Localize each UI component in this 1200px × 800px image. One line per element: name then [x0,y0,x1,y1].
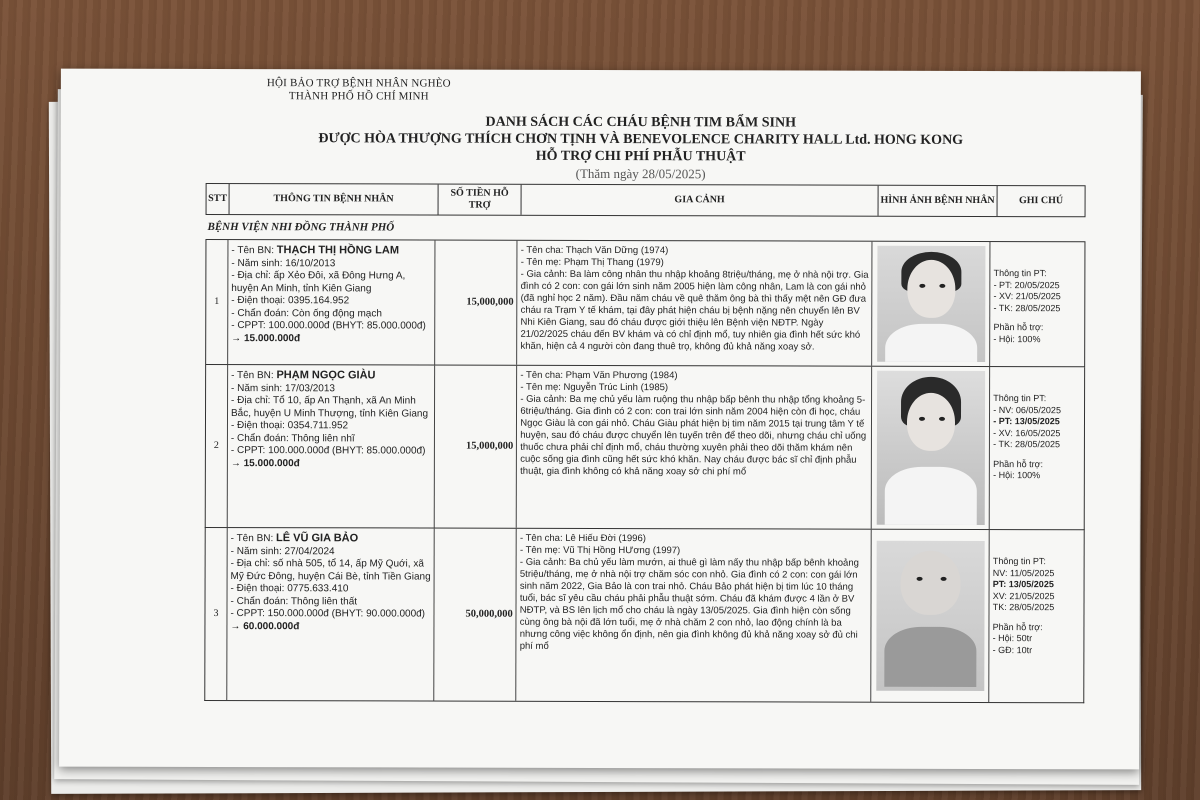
support-amount: 15,000,000 [436,241,518,365]
family-situation: - Gia cảnh: Ba chủ yếu làm mướn, ai thuê gì làm nấy thu nhập bấp bênh khoảng 5triệu/tháng, mẹ ở nhà nội trợ chăm sóc con nhỏ. Gia đình có 2 con: con gái lớn sinh năm 2022, Gia Bảo là con trai nhỏ. Cháu Bảo phát hiện bị tim lúc 10 tháng tuổi, bác sĩ yêu cầu cháu phải phẫu thuật sớm. Cháu đã khám được 4 lần ở BV NĐTP, và BS lên lịch mổ cho cháu là ngày 13/05/2025. Gia đình hiện còn sống cùng ông bà nội đã lớn tuổi, mẹ ở nhà chăm 2 con nhỏ, lao động chính là ba nhưng công việc không ổn định, nên gia đình không đủ khả năng xoay sở đủ chi phí mổ [519,556,859,652]
header-info: THÔNG TIN BỆNH NHÂN [230,184,439,215]
title-line-2: ĐƯỢC HÒA THƯỢNG THÍCH CHƠN TỊNH VÀ BENEVOLENCE CHARITY HALL Ltd. HONG KONG [318,131,964,148]
patient-info [227,528,435,701]
row-stt: 3 [205,528,227,700]
patient-cost-support: 15.000.000đ [240,457,300,469]
patient-photo [877,246,985,362]
header-photo: HÌNH ẢNH BỆNH NHÂN [879,186,998,216]
mother-name: - Tên mẹ: Phạm Thị Thang (1979) [520,256,664,269]
patient-address: - Địa chỉ: Tổ 10, ấp An Thạnh, xã An Minh Bắc, huyện U Minh Thượng, tỉnh Kiên Giang [230,395,429,420]
patient-address: - Địa chỉ: số nhà 505, tổ 14, ấp Mỹ Quới, xã Mỹ Đức Đông, huyện Cái Bè, tỉnh Tiền Giang [230,558,431,583]
patient-dob: - Năm sinh: 16/10/2013 [231,257,336,269]
row-stt: 1 [206,240,228,364]
patient-cost: - CPPT: 100.000.000đ (BHYT: 85.000.000đ) → [231,320,426,344]
header-money: SỐ TIỀN HỖ TRỢ [439,185,522,215]
note-cell [989,530,1083,702]
header-note: GHI CHÚ [1018,195,1064,207]
title-line-3: HỖ TRỢ CHI PHÍ PHẪU THUẬT [535,148,746,165]
table-row [205,365,1085,530]
patient-name: THẠCH THỊ HỒNG LAM [276,244,400,257]
patient-photo [877,371,985,525]
support-value: - Hội: 50tr [992,633,1033,644]
support-amount: 15,000,000 [435,366,517,528]
mother-name: - Tên mẹ: Nguyễn Trúc Linh (1985) [520,381,669,394]
support-value: - Hội: 100% [993,470,1041,481]
document-page [59,69,1141,770]
patient-photo-cell [872,530,990,702]
table-header [206,183,1086,217]
recheck-date-line: - TK: 28/05/2025 [993,302,1061,313]
patient-dob: - Năm sinh: 17/03/2013 [231,382,336,394]
support-amount: 50,000,000 [435,529,517,701]
title-line-1: DANH SÁCH CÁC CHÁU BỆNH TIM BẨM SINH [485,114,797,131]
patient-address: - Địa chỉ: ấp Xẻo Đôi, xã Đông Hưng A, huyện An Minh, tỉnh Kiên Giang [231,270,406,294]
name-label: - Tên BN: [230,533,277,545]
father-name: - Tên cha: Phạm Văn Phương (1984) [520,369,678,382]
note-cell [990,242,1084,366]
family-situation: - Gia cảnh: Ba mẹ chủ yếu làm ruộng thu nhập bấp bênh thu nhập tổng khoảng 5-6triệu/tháng. Gia đình có 2 con: con trai lớn sinh năm 2004 hiện còn đi học, cháu Ngọc Giàu là con gái nhỏ. Cháu Giàu phát hiện bị tim năm 2015 tại trung tâm Y tế huyện, sau đó cháu được chuyển lên tuyến trên để theo dõi, nhưng cháu chỉ uống thuốc chưa phải chỉ định mổ, cháu thường xuyên phải theo dõi thăm khám nên cuộc sống gia đình cũng hết sức khó khăn. Nay cháu được bác sĩ chỉ định phẫu thuật, gia đình không có khả năng xoay sở chi phí mổ [520,393,867,478]
patient-info [228,365,436,528]
table-row [204,528,1084,703]
support-title: Phần hỗ trợ: [993,322,1044,333]
mother-name: - Tên mẹ: Vũ Thị Hồng HƯơng (1997) [519,544,681,557]
family-info [517,366,873,529]
header-family: GIA CẢNH [522,185,879,216]
support-title: Phần hỗ trợ: [993,458,1044,469]
recheck-date-line: - TK: 28/05/2025 [993,439,1061,450]
surgery-info-title: Thông tin PT: [993,393,1047,404]
patient-photo-cell [873,242,991,366]
patient-diagnosis: - Chẩn đoán: Thông liên thất [230,595,358,607]
patient-phone: - Điện thoại: 0354.711.952 [230,420,349,432]
surgery-date-line: - PT: 20/05/2025 [993,279,1060,290]
name-label: - Tên BN: [231,370,277,382]
patient-diagnosis: - Chẩn đoán: Thông liên nhĩ [230,432,355,444]
patient-photo [876,541,984,691]
discharge-date-line: - XV: 21/05/2025 [993,291,1061,302]
patient-phone: - Điện thoại: 0775.633.410 [230,583,349,595]
patient-table [204,183,1085,703]
patient-cost-support: 15.000.000đ [241,332,301,344]
hospital-section: BỆNH VIỆN NHI ĐỒNG THÀNH PHỐ [207,220,395,234]
patient-photo-cell [872,367,990,529]
family-situation: - Gia cảnh: Ba làm công nhân thu nhập khoảng 8triệu/tháng, mẹ ở nhà nội trợ. Gia đình có 2 con: con gái lớn sinh năm 2005 hiện làm công nhân, Lam là con gái nhỏ (đã nghỉ học 2 năm). Đầu năm cháu về quê thăm ông bà thì thấy mệt nên GĐ đưa cháu ra Trạm Y tế khám, tại đây phát hiện cháu bị bệnh nặng nên chuyển lên BV Nhi Kiên Giang, sau đó cháu được giới thiệu lên Bệnh viện NĐTP. Ngày 21/02/2025 cháu đến BV khám và có chỉ định mổ, tuy nhiên gia đình hết sức khó khăn, hiện cả 4 người còn đang thuê trọ, không đủ khả năng xoay sở. [520,268,869,353]
organization-header [229,77,489,104]
surgery-info-title: Thông tin PT: [993,268,1047,279]
family-info [517,529,873,702]
org-line-1: HỘI BẢO TRỢ BỆNH NHÂN NGHÈO [266,77,451,90]
header-stt: STT [207,184,230,214]
father-name: - Tên cha: Lê Hiếu Đời (1996) [519,532,646,545]
patient-info [228,240,436,365]
support-family-value: - GĐ: 10tr [992,644,1033,655]
surgery-date-line: - PT: 13/05/2025 [993,416,1060,427]
patient-name: LÊ VŨ GIA BẢO [276,532,359,545]
father-name: - Tên cha: Thạch Văn Dững (1974) [520,244,669,257]
surgery-info-title: Thông tin PT: [992,556,1046,567]
patient-phone: - Điện thoại: 0395.164.952 [231,295,350,307]
visit-date: (Thăm ngày 28/05/2025) [575,165,706,182]
support-value: - Hội: 100% [993,333,1041,344]
recheck-date-line: TK: 28/05/2025 [992,602,1055,613]
table-row [205,239,1085,367]
patient-cost-support: 60.000.000đ [240,620,300,632]
family-info [517,241,872,366]
discharge-date-line: - XV: 16/05/2025 [993,427,1061,438]
admission-date-line: - NV: 06/05/2025 [993,404,1061,415]
discharge-date-line: XV: 21/05/2025 [992,590,1055,601]
note-cell [990,367,1084,529]
row-stt: 2 [206,365,228,527]
org-line-2: THÀNH PHỐ HỒ CHÍ MINH [288,90,429,103]
patient-cost: - CPPT: 150.000.000đ (BHYT: 90.000.000đ) → [230,608,426,632]
patient-diagnosis: - Chẩn đoán: Còn ống động mạch [231,307,382,319]
name-label: - Tên BN: [231,245,277,257]
patient-cost: - CPPT: 100.000.000đ (BHYT: 85.000.000đ) → [230,445,426,469]
patient-name: PHẠM NGỌC GIÀU [276,369,376,382]
patient-dob: - Năm sinh: 27/04/2024 [230,545,335,557]
surgery-date-line: PT: 13/05/2025 [992,579,1054,590]
support-title: Phần hỗ trợ: [992,621,1043,632]
admission-date-line: NV: 11/05/2025 [992,567,1055,578]
document-title [241,113,1041,183]
